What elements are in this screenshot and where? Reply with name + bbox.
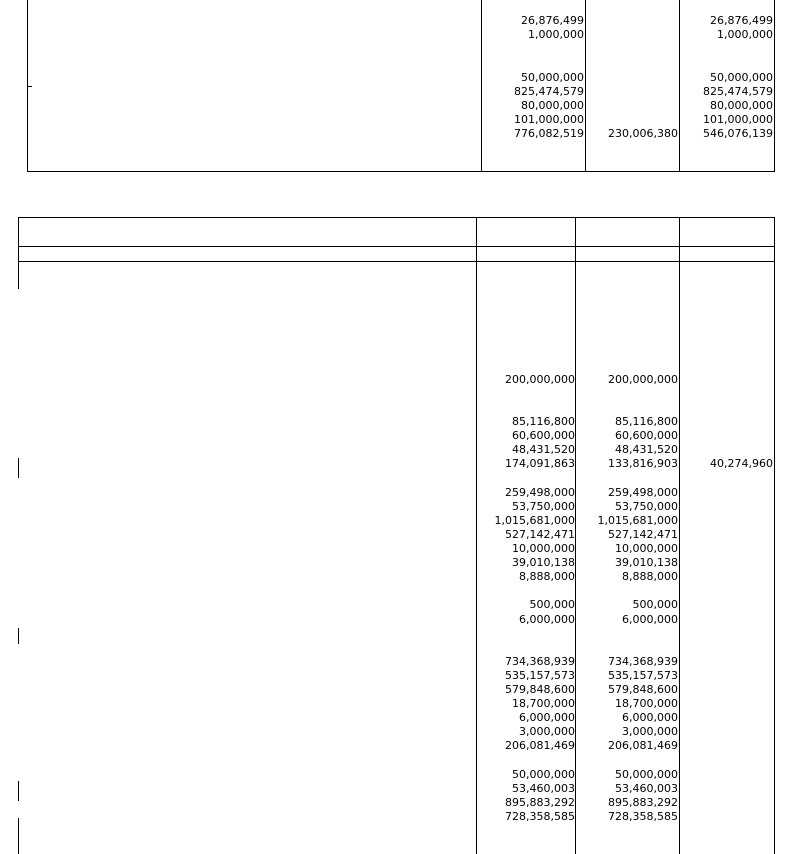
top-table-row-divider	[27, 86, 32, 87]
top-total-cell: 26,876,499	[521, 14, 584, 27]
top-table-divider-1	[481, 0, 482, 172]
main-table-border-top	[18, 217, 775, 218]
top-table-border-bottom	[27, 171, 775, 172]
main-col1-cell: 18,700,000	[512, 697, 575, 710]
main-col2-cell: 6,000,000	[622, 711, 678, 724]
main-col2-cell: 728,358,585	[608, 810, 678, 823]
main-col2-cell: 60,600,000	[615, 429, 678, 442]
main-col1-cell: 53,460,003	[512, 782, 575, 795]
main-col1-cell: 10,000,000	[512, 542, 575, 555]
main-table-divider-3	[679, 217, 680, 854]
top-net-cell: 825,474,579	[703, 85, 773, 98]
main-table-border-left-body	[18, 458, 19, 478]
main-col1-cell: 48,431,520	[512, 443, 575, 456]
main-col2-cell: 6,000,000	[622, 613, 678, 626]
main-table-divider-1	[476, 217, 477, 854]
main-table-border-left	[18, 217, 19, 262]
main-col2-cell: 206,081,469	[608, 739, 678, 752]
top-net-cell: 50,000,000	[710, 71, 773, 84]
main-table-border-left-body	[18, 262, 19, 289]
main-col2-cell: 895,883,292	[608, 796, 678, 809]
top-net-cell: 546,076,139	[703, 127, 773, 140]
main-col2-cell: 10,000,000	[615, 542, 678, 555]
main-col2-cell: 500,000	[632, 598, 678, 611]
top-table-divider-2	[585, 0, 586, 172]
top-table-divider-3	[679, 0, 680, 172]
main-col1-cell: 579,848,600	[505, 683, 575, 696]
main-col2-cell: 53,460,003	[615, 782, 678, 795]
main-col1-cell: 60,600,000	[512, 429, 575, 442]
main-table-border-left-body	[18, 781, 19, 801]
top-total-cell: 825,474,579	[514, 85, 584, 98]
top-total-cell: 80,000,000	[521, 99, 584, 112]
main-col1-cell: 527,142,471	[505, 528, 575, 541]
main-table-header-divider	[18, 246, 775, 247]
main-table-subheader-divider	[18, 261, 775, 262]
main-col1-cell: 39,010,138	[512, 556, 575, 569]
main-col2-cell: 39,010,138	[615, 556, 678, 569]
main-col1-cell: 50,000,000	[512, 768, 575, 781]
main-col3-cell: 40,274,960	[710, 457, 773, 470]
top-total-cell: 776,082,519	[514, 127, 584, 140]
main-col1-cell: 259,498,000	[505, 486, 575, 499]
main-col2-cell: 527,142,471	[608, 528, 678, 541]
main-table-border-left-body	[18, 818, 19, 854]
main-col1-cell: 734,368,939	[505, 655, 575, 668]
main-col2-cell: 1,015,681,000	[597, 514, 678, 527]
main-table-divider-2	[575, 217, 576, 854]
main-table-border-right	[774, 217, 775, 854]
main-col1-cell: 8,888,000	[519, 570, 575, 583]
main-col1-cell: 200,000,000	[505, 373, 575, 386]
main-col2-cell: 48,431,520	[615, 443, 678, 456]
main-col1-cell: 6,000,000	[519, 613, 575, 626]
main-col1-cell: 6,000,000	[519, 711, 575, 724]
main-col1-cell: 53,750,000	[512, 500, 575, 513]
main-col2-cell: 18,700,000	[615, 697, 678, 710]
main-col2-cell: 8,888,000	[622, 570, 678, 583]
main-col1-cell: 3,000,000	[519, 725, 575, 738]
top-table-border-right	[774, 0, 775, 172]
main-col1-cell: 85,116,800	[512, 415, 575, 428]
top-adjustment-cell: 230,006,380	[608, 127, 678, 140]
main-col2-cell: 133,816,903	[608, 457, 678, 470]
top-total-cell: 101,000,000	[514, 113, 584, 126]
top-net-cell: 101,000,000	[703, 113, 773, 126]
main-col1-cell: 895,883,292	[505, 796, 575, 809]
main-col2-cell: 50,000,000	[615, 768, 678, 781]
main-col2-cell: 734,368,939	[608, 655, 678, 668]
main-col1-cell: 728,358,585	[505, 810, 575, 823]
main-col1-cell: 500,000	[529, 598, 575, 611]
main-col2-cell: 200,000,000	[608, 373, 678, 386]
main-col2-cell: 53,750,000	[615, 500, 678, 513]
top-total-cell: 1,000,000	[528, 28, 584, 41]
top-total-cell: 50,000,000	[521, 71, 584, 84]
main-col1-cell: 535,157,573	[505, 669, 575, 682]
main-col1-cell: 206,081,469	[505, 739, 575, 752]
top-net-cell: 80,000,000	[710, 99, 773, 112]
main-col2-cell: 85,116,800	[615, 415, 678, 428]
main-col2-cell: 579,848,600	[608, 683, 678, 696]
main-col2-cell: 3,000,000	[622, 725, 678, 738]
main-col2-cell: 535,157,573	[608, 669, 678, 682]
top-net-cell: 1,000,000	[717, 28, 773, 41]
main-col1-cell: 174,091,863	[505, 457, 575, 470]
main-table-border-left-body	[18, 628, 19, 644]
main-col1-cell: 1,015,681,000	[494, 514, 575, 527]
main-col2-cell: 259,498,000	[608, 486, 678, 499]
top-net-cell: 26,876,499	[710, 14, 773, 27]
